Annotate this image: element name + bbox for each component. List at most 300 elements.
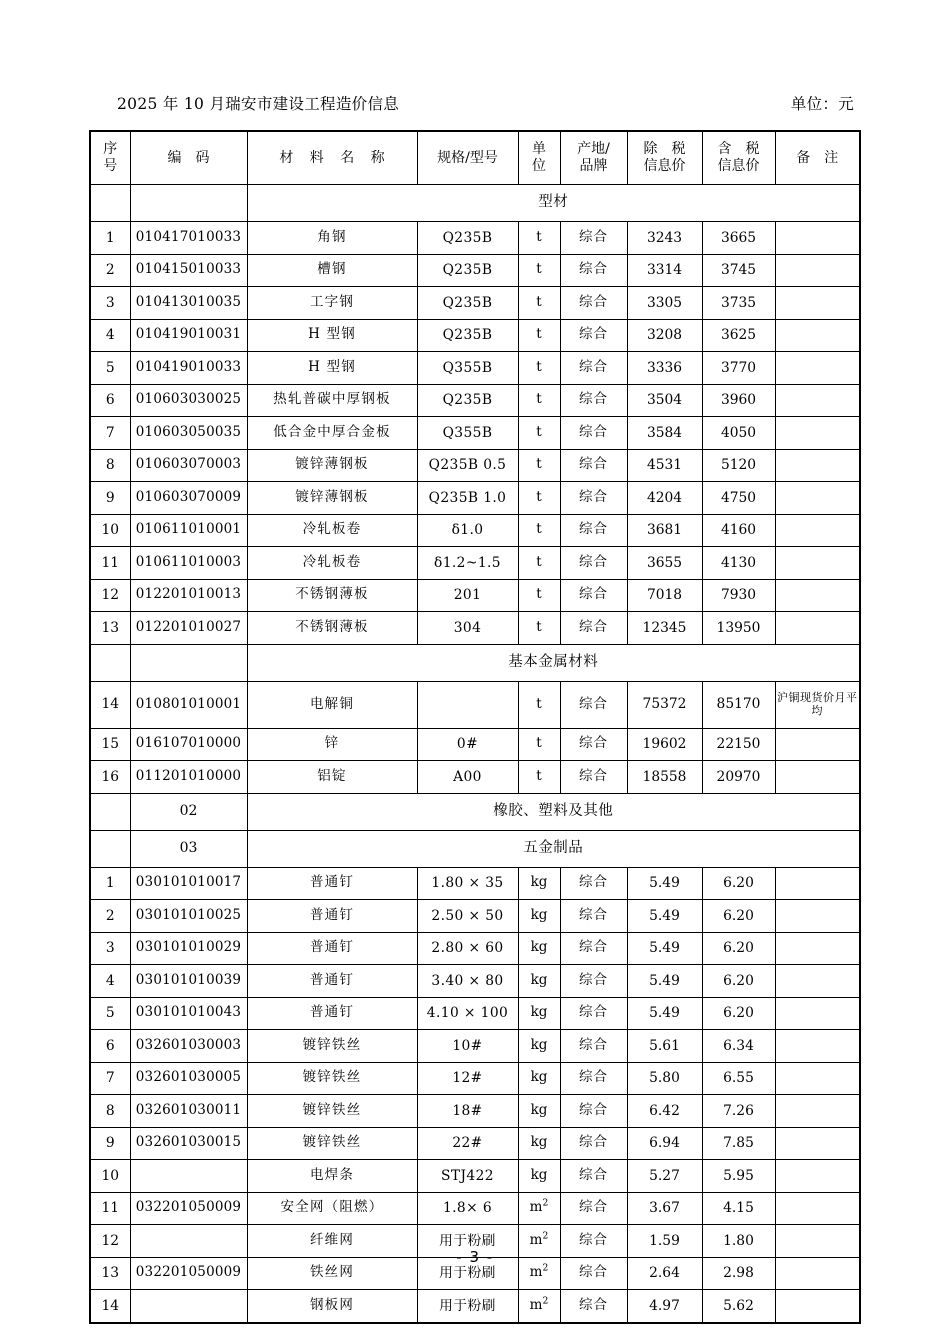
cell-material-name: 铁丝网 — [247, 1257, 417, 1290]
cell-unit: t — [518, 547, 560, 580]
cell-unit: t — [518, 222, 560, 255]
cell-net-price: 3314 — [627, 254, 702, 287]
cell-specification: 22# — [417, 1127, 518, 1160]
cell-specification: 2.50 × 50 — [417, 900, 518, 933]
cell-unit: t — [518, 761, 560, 794]
cell-gross-price: 3665 — [702, 222, 775, 255]
cell-specification: Q235B — [417, 384, 518, 417]
cell-gross-price: 3625 — [702, 319, 775, 352]
section-code-cell — [130, 185, 247, 222]
cell-net-price: 5.49 — [627, 900, 702, 933]
cell-material-name: 普通钉 — [247, 965, 417, 998]
cell-note — [775, 932, 860, 965]
cell-index: 5 — [90, 352, 130, 385]
cell-index: 12 — [90, 1225, 130, 1258]
cell-specification — [417, 681, 518, 728]
cell-material-name: 低合金中厚合金板 — [247, 417, 417, 450]
cell-index: 1 — [90, 867, 130, 900]
table-row — [90, 1062, 860, 1095]
cell-index: 1 — [90, 222, 130, 255]
table-row — [90, 867, 860, 900]
cell-net-price: 5.49 — [627, 965, 702, 998]
cell-gross-price: 7930 — [702, 579, 775, 612]
cell-net-price: 5.61 — [627, 1030, 702, 1063]
table-row — [90, 900, 860, 933]
cell-specification: Q235B — [417, 222, 518, 255]
cell-origin-brand: 综合 — [560, 547, 627, 580]
cell-material-name: H 型钢 — [247, 352, 417, 385]
cell-origin-brand: 综合 — [560, 965, 627, 998]
cell-net-price: 3243 — [627, 222, 702, 255]
cell-note — [775, 728, 860, 761]
table-header — [90, 131, 860, 185]
cell-origin-brand: 综合 — [560, 319, 627, 352]
cell-gross-price: 4130 — [702, 547, 775, 580]
table-row — [90, 417, 860, 450]
table-row — [90, 482, 860, 515]
section-code-cell — [130, 644, 247, 681]
cell-material-name: 角钢 — [247, 222, 417, 255]
cell-note — [775, 761, 860, 794]
cell-index: 15 — [90, 728, 130, 761]
cell-unit: t — [518, 254, 560, 287]
cell-index: 8 — [90, 1095, 130, 1128]
section-index-cell — [90, 830, 130, 867]
cell-code: 012201010027 — [130, 612, 247, 645]
table-row — [90, 384, 860, 417]
cell-unit: kg — [518, 900, 560, 933]
cell-code: 010603030025 — [130, 384, 247, 417]
cell-material-name: 普通钉 — [247, 867, 417, 900]
cell-note — [775, 287, 860, 320]
cell-specification: Q235B — [417, 319, 518, 352]
cell-index: 5 — [90, 997, 130, 1030]
cell-net-price: 19602 — [627, 728, 702, 761]
cell-material-name: 纤维网 — [247, 1225, 417, 1258]
cell-origin-brand: 综合 — [560, 579, 627, 612]
page-number: - 3 - — [456, 1248, 494, 1266]
cell-code: 030101010043 — [130, 997, 247, 1030]
cell-net-price: 5.27 — [627, 1160, 702, 1193]
cell-unit: $m^2$ — [518, 1192, 560, 1225]
cell-origin-brand: 综合 — [560, 449, 627, 482]
column-header-origin: 产地/ 品牌 — [560, 131, 627, 185]
section-index-cell — [90, 644, 130, 681]
cell-gross-price: 1.80 — [702, 1225, 775, 1258]
cell-net-price: 4.97 — [627, 1290, 702, 1323]
cell-gross-price: 85170 — [702, 681, 775, 728]
cell-material-name: 电解铜 — [247, 681, 417, 728]
column-header-net-price: 除 税 信息价 — [627, 131, 702, 185]
cell-gross-price: 6.20 — [702, 965, 775, 998]
cell-material-name: 锌 — [247, 728, 417, 761]
cell-index: 2 — [90, 254, 130, 287]
section-code-cell: 02 — [130, 793, 247, 830]
cell-unit: kg — [518, 1030, 560, 1063]
cell-net-price: 3208 — [627, 319, 702, 352]
cell-net-price: 3584 — [627, 417, 702, 450]
cell-unit: t — [518, 482, 560, 515]
cell-material-name: 热轧普碳中厚钢板 — [247, 384, 417, 417]
page-title: 2025 年 10 月瑞安市建设工程造价信息 — [117, 95, 400, 113]
cell-material-name: 普通钉 — [247, 900, 417, 933]
cell-note — [775, 352, 860, 385]
cell-index: 4 — [90, 319, 130, 352]
table-section-row — [90, 793, 860, 830]
cell-unit: t — [518, 352, 560, 385]
cell-material-name: 不锈钢薄板 — [247, 612, 417, 645]
table-section-row — [90, 830, 860, 867]
column-header-unit: 单 位 — [518, 131, 560, 185]
cell-unit: t — [518, 681, 560, 728]
cell-specification: 2.80 × 60 — [417, 932, 518, 965]
cell-net-price: 75372 — [627, 681, 702, 728]
section-index-cell — [90, 793, 130, 830]
cell-note — [775, 319, 860, 352]
cell-net-price: 4531 — [627, 449, 702, 482]
cell-code: 010603070003 — [130, 449, 247, 482]
cell-index: 10 — [90, 1160, 130, 1193]
table-row — [90, 932, 860, 965]
cell-gross-price: 6.20 — [702, 867, 775, 900]
cell-specification: A00 — [417, 761, 518, 794]
table-row — [90, 1160, 860, 1193]
cell-note — [775, 1095, 860, 1128]
table-row — [90, 1290, 860, 1323]
cell-net-price: 5.49 — [627, 997, 702, 1030]
cell-unit: t — [518, 728, 560, 761]
cell-gross-price: 6.20 — [702, 900, 775, 933]
cell-net-price: 2.64 — [627, 1257, 702, 1290]
cell-specification: δ1.0 — [417, 514, 518, 547]
table-row — [90, 997, 860, 1030]
unit-label: 单位：元 — [790, 95, 854, 113]
cell-gross-price: 7.26 — [702, 1095, 775, 1128]
cell-specification: 1.80 × 35 — [417, 867, 518, 900]
table-row — [90, 1127, 860, 1160]
cell-gross-price: 3735 — [702, 287, 775, 320]
cell-note — [775, 867, 860, 900]
cell-gross-price: 6.20 — [702, 932, 775, 965]
cell-code: 030101010039 — [130, 965, 247, 998]
cell-unit: t — [518, 449, 560, 482]
column-header-code: 编 码 — [130, 131, 247, 185]
cell-unit: kg — [518, 997, 560, 1030]
cell-index: 13 — [90, 612, 130, 645]
cell-index: 11 — [90, 547, 130, 580]
cell-net-price: 12345 — [627, 612, 702, 645]
cell-note — [775, 1030, 860, 1063]
cell-gross-price: 3770 — [702, 352, 775, 385]
cell-origin-brand: 综合 — [560, 761, 627, 794]
cell-origin-brand: 综合 — [560, 612, 627, 645]
cell-specification: 12# — [417, 1062, 518, 1095]
cell-gross-price: 6.20 — [702, 997, 775, 1030]
cell-origin-brand: 综合 — [560, 254, 627, 287]
cell-material-name: 冷轧板卷 — [247, 514, 417, 547]
cell-code: 010419010031 — [130, 319, 247, 352]
cell-gross-price: 4750 — [702, 482, 775, 515]
cell-index: 16 — [90, 761, 130, 794]
cell-specification: 201 — [417, 579, 518, 612]
cell-origin-brand: 综合 — [560, 1062, 627, 1095]
cell-unit: t — [518, 612, 560, 645]
table-row — [90, 1095, 860, 1128]
section-code-cell: 03 — [130, 830, 247, 867]
table-row — [90, 681, 860, 728]
cell-note — [775, 1062, 860, 1095]
table-row — [90, 761, 860, 794]
cell-net-price: 6.94 — [627, 1127, 702, 1160]
cell-unit: t — [518, 579, 560, 612]
cell-note — [775, 222, 860, 255]
cell-unit: t — [518, 514, 560, 547]
cell-gross-price: 5.62 — [702, 1290, 775, 1323]
cell-index: 3 — [90, 932, 130, 965]
table-row — [90, 728, 860, 761]
cell-note — [775, 579, 860, 612]
column-header-gross-price: 含 税 信息价 — [702, 131, 775, 185]
cell-unit: t — [518, 287, 560, 320]
document-header — [90, 92, 858, 114]
cell-gross-price: 3745 — [702, 254, 775, 287]
cell-material-name: 工字钢 — [247, 287, 417, 320]
cell-net-price: 6.42 — [627, 1095, 702, 1128]
cell-note — [775, 417, 860, 450]
cell-origin-brand: 综合 — [560, 222, 627, 255]
cell-material-name: 冷轧板卷 — [247, 547, 417, 580]
price-information-table — [89, 130, 861, 1324]
cell-net-price: 5.49 — [627, 932, 702, 965]
cell-index: 9 — [90, 482, 130, 515]
cell-note — [775, 900, 860, 933]
cell-note — [775, 997, 860, 1030]
cell-specification: 0# — [417, 728, 518, 761]
cell-code: 030101010017 — [130, 867, 247, 900]
section-label-cell: 型材 — [247, 185, 860, 222]
cell-gross-price: 22150 — [702, 728, 775, 761]
cell-origin-brand: 综合 — [560, 997, 627, 1030]
cell-specification: 10# — [417, 1030, 518, 1063]
cell-index: 10 — [90, 514, 130, 547]
section-index-cell — [90, 185, 130, 222]
cell-material-name: H 型钢 — [247, 319, 417, 352]
cell-origin-brand: 综合 — [560, 1257, 627, 1290]
cell-unit: kg — [518, 1127, 560, 1160]
cell-material-name: 镀锌铁丝 — [247, 1030, 417, 1063]
cell-material-name: 电焊条 — [247, 1160, 417, 1193]
cell-note — [775, 1290, 860, 1323]
cell-code: 010413010035 — [130, 287, 247, 320]
cell-specification: 用于粉刷 — [417, 1225, 518, 1258]
cell-code: 010415010033 — [130, 254, 247, 287]
cell-unit: $m^2$ — [518, 1290, 560, 1323]
cell-note — [775, 482, 860, 515]
cell-code: 010417010033 — [130, 222, 247, 255]
cell-net-price: 5.49 — [627, 867, 702, 900]
cell-specification: Q355B — [417, 417, 518, 450]
section-label-cell: 基本金属材料 — [247, 644, 860, 681]
cell-code — [130, 1160, 247, 1193]
table-row — [90, 319, 860, 352]
cell-unit: kg — [518, 867, 560, 900]
cell-specification: Q235B 1.0 — [417, 482, 518, 515]
cell-note — [775, 514, 860, 547]
cell-specification: STJ422 — [417, 1160, 518, 1193]
cell-code — [130, 1290, 247, 1323]
cell-note — [775, 965, 860, 998]
table-row — [90, 287, 860, 320]
section-label-cell: 五金制品 — [247, 830, 860, 867]
cell-net-price: 3336 — [627, 352, 702, 385]
cell-note — [775, 449, 860, 482]
table-section-row — [90, 185, 860, 222]
cell-code: 010419010033 — [130, 352, 247, 385]
cell-index: 7 — [90, 417, 130, 450]
cell-specification: 用于粉刷 — [417, 1257, 518, 1290]
table-row — [90, 547, 860, 580]
cell-net-price: 18558 — [627, 761, 702, 794]
cell-unit: t — [518, 417, 560, 450]
cell-material-name: 镀锌薄钢板 — [247, 482, 417, 515]
cell-origin-brand: 综合 — [560, 681, 627, 728]
cell-specification: Q235B — [417, 287, 518, 320]
cell-material-name: 普通钉 — [247, 932, 417, 965]
cell-net-price: 4204 — [627, 482, 702, 515]
cell-origin-brand: 综合 — [560, 900, 627, 933]
cell-code: 010603070009 — [130, 482, 247, 515]
cell-code: 032601030015 — [130, 1127, 247, 1160]
cell-material-name: 安全网（阻燃） — [247, 1192, 417, 1225]
cell-specification: Q235B 0.5 — [417, 449, 518, 482]
cell-index: 9 — [90, 1127, 130, 1160]
cell-code: 010603050035 — [130, 417, 247, 450]
cell-note — [775, 612, 860, 645]
cell-code: 032201050009 — [130, 1192, 247, 1225]
cell-origin-brand: 综合 — [560, 1225, 627, 1258]
cell-note — [775, 1160, 860, 1193]
cell-material-name: 不锈钢薄板 — [247, 579, 417, 612]
cell-unit: kg — [518, 1095, 560, 1128]
cell-material-name: 普通钉 — [247, 997, 417, 1030]
cell-origin-brand: 综合 — [560, 1030, 627, 1063]
cell-note — [775, 1127, 860, 1160]
cell-specification: 用于粉刷 — [417, 1290, 518, 1323]
cell-net-price: 3504 — [627, 384, 702, 417]
column-header-note: 备 注 — [775, 131, 860, 185]
table-section-row — [90, 644, 860, 681]
table-row — [90, 579, 860, 612]
cell-code: 030101010025 — [130, 900, 247, 933]
cell-origin-brand: 综合 — [560, 1127, 627, 1160]
cell-code: 030101010029 — [130, 932, 247, 965]
cell-index: 7 — [90, 1062, 130, 1095]
cell-index: 2 — [90, 900, 130, 933]
cell-unit: kg — [518, 1062, 560, 1095]
cell-index: 13 — [90, 1257, 130, 1290]
cell-code: 010611010003 — [130, 547, 247, 580]
cell-gross-price: 4050 — [702, 417, 775, 450]
cell-gross-price: 3960 — [702, 384, 775, 417]
cell-gross-price: 7.85 — [702, 1127, 775, 1160]
column-header-spec: 规格/型号 — [417, 131, 518, 185]
table-row — [90, 222, 860, 255]
cell-specification: 1.8× 6 — [417, 1192, 518, 1225]
cell-origin-brand: 综合 — [560, 384, 627, 417]
section-label-cell: 橡胶、塑料及其他 — [247, 793, 860, 830]
cell-index: 14 — [90, 1290, 130, 1323]
cell-gross-price: 4.15 — [702, 1192, 775, 1225]
cell-index: 6 — [90, 1030, 130, 1063]
cell-gross-price: 13950 — [702, 612, 775, 645]
cell-index: 4 — [90, 965, 130, 998]
cell-gross-price: 5.95 — [702, 1160, 775, 1193]
cell-net-price: 3.67 — [627, 1192, 702, 1225]
cell-net-price: 7018 — [627, 579, 702, 612]
table-row — [90, 514, 860, 547]
cell-note — [775, 384, 860, 417]
cell-origin-brand: 综合 — [560, 352, 627, 385]
cell-note: 沪铜现货价月平均 — [775, 681, 860, 728]
table-body — [90, 185, 860, 1323]
cell-unit: kg — [518, 965, 560, 998]
header-row — [90, 131, 860, 185]
cell-unit: t — [518, 384, 560, 417]
cell-origin-brand: 综合 — [560, 482, 627, 515]
table-row — [90, 1192, 860, 1225]
cell-specification: Q355B — [417, 352, 518, 385]
cell-gross-price: 2.98 — [702, 1257, 775, 1290]
cell-unit: kg — [518, 1160, 560, 1193]
cell-code: 032201050009 — [130, 1257, 247, 1290]
column-header-name: 材 料 名 称 — [247, 131, 417, 185]
cell-index: 3 — [90, 287, 130, 320]
cell-index: 11 — [90, 1192, 130, 1225]
cell-origin-brand: 综合 — [560, 867, 627, 900]
cell-material-name: 镀锌薄钢板 — [247, 449, 417, 482]
cell-origin-brand: 综合 — [560, 932, 627, 965]
cell-specification: 4.10 × 100 — [417, 997, 518, 1030]
cell-code: 032601030003 — [130, 1030, 247, 1063]
table-row — [90, 352, 860, 385]
cell-net-price: 3681 — [627, 514, 702, 547]
cell-material-name: 铝锭 — [247, 761, 417, 794]
cell-net-price: 1.59 — [627, 1225, 702, 1258]
table-row — [90, 449, 860, 482]
cell-net-price: 3305 — [627, 287, 702, 320]
cell-unit: kg — [518, 932, 560, 965]
cell-origin-brand: 综合 — [560, 1290, 627, 1323]
cell-material-name: 钢板网 — [247, 1290, 417, 1323]
cell-origin-brand: 综合 — [560, 514, 627, 547]
cell-specification: 18# — [417, 1095, 518, 1128]
cell-origin-brand: 综合 — [560, 728, 627, 761]
cell-code: 010611010001 — [130, 514, 247, 547]
cell-note — [775, 547, 860, 580]
column-header-index: 序 号 — [90, 131, 130, 185]
cell-code: 011201010000 — [130, 761, 247, 794]
cell-gross-price: 5120 — [702, 449, 775, 482]
cell-index: 6 — [90, 384, 130, 417]
table-row — [90, 612, 860, 645]
cell-gross-price: 20970 — [702, 761, 775, 794]
cell-material-name: 槽钢 — [247, 254, 417, 287]
cell-material-name: 镀锌铁丝 — [247, 1127, 417, 1160]
cell-code: 032601030005 — [130, 1062, 247, 1095]
cell-origin-brand: 综合 — [560, 1192, 627, 1225]
cell-gross-price: 6.34 — [702, 1030, 775, 1063]
cell-index: 8 — [90, 449, 130, 482]
